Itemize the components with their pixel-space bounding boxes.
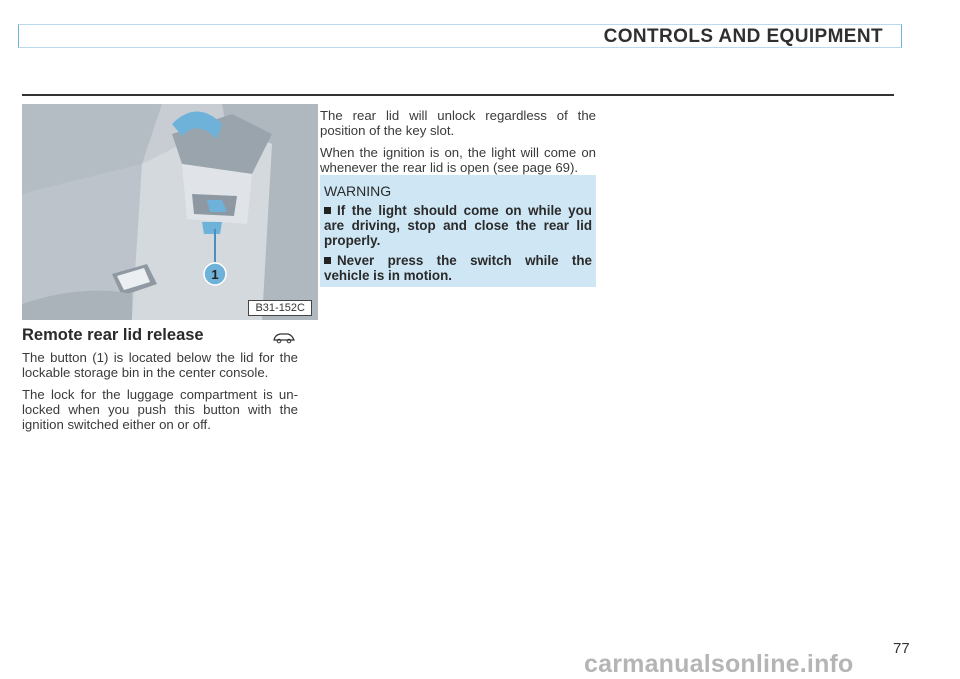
- figure-code-label: B31-152C: [248, 300, 312, 316]
- bullet-icon: [324, 257, 331, 264]
- figure-callout: 1: [211, 267, 219, 282]
- right-column-text: [320, 108, 596, 182]
- horizontal-rule: [22, 94, 894, 96]
- page-header-title: CONTROLS AND EQUIPMENT: [603, 26, 883, 47]
- bullet-icon: [324, 207, 331, 214]
- console-illustration: [22, 104, 318, 320]
- warning-box: [320, 175, 596, 287]
- left-paragraph-2: The lock for the luggage compartment is un-locked when you push this button with the ignition switched either on or off.: [22, 387, 298, 432]
- right-paragraph-1: The rear lid will unlock regardless of the position of the key slot.: [320, 108, 596, 138]
- warning-item: [324, 203, 592, 248]
- section-title: Remote rear lid release: [22, 326, 204, 344]
- warning-title: WARNING: [324, 183, 392, 199]
- warning-item: [324, 253, 592, 283]
- warning-item-text: Never press the switch while the vehicle is in motion.: [324, 253, 592, 283]
- header-bar: [18, 24, 902, 48]
- warning-item-text: If the light should come on while you are driving, stop and close the rear lid properly.: [324, 203, 592, 248]
- left-column-text: [22, 350, 298, 439]
- watermark: carmanualsonline.info: [584, 650, 854, 678]
- right-paragraph-2: When the ignition is on, the light will come on whenever the rear lid is open (see page 69).: [320, 145, 596, 175]
- car-icon: [272, 330, 296, 344]
- page-number: 77: [893, 640, 910, 657]
- left-paragraph-1: The button (1) is located below the lid for the lockable storage bin in the center console.: [22, 350, 298, 380]
